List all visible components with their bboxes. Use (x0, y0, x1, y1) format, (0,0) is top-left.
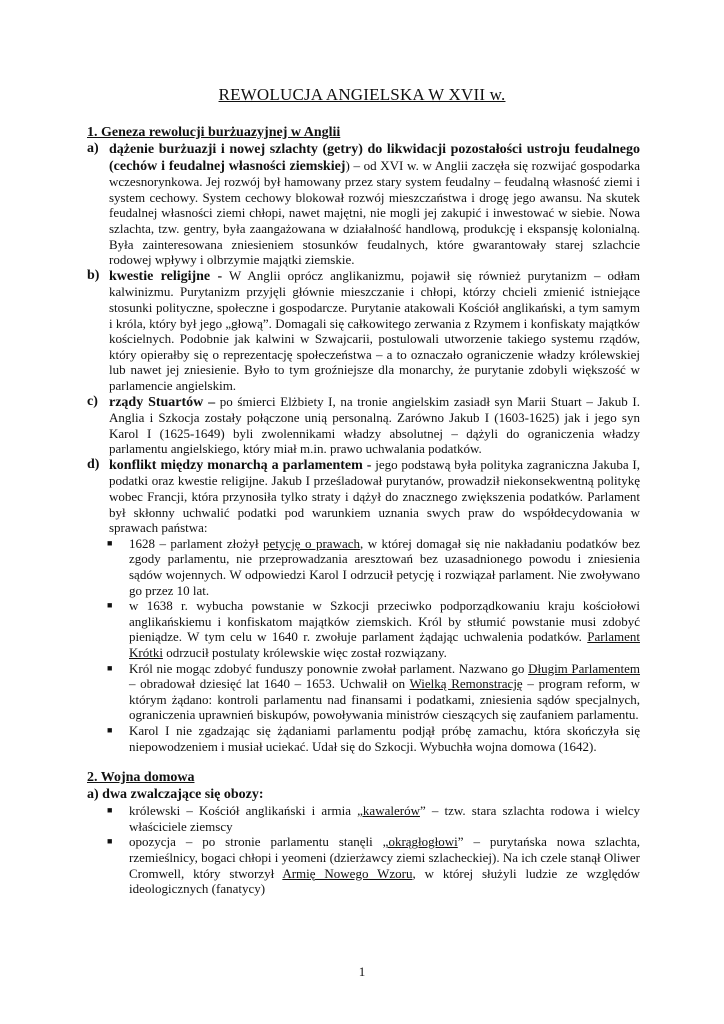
point-text: W Anglii oprócz anglikanizmu, pojawił się również purytanizm – odłam kalwinizmu. Purytanizm przyjęli głównie mieszczanie i chłopi, którzy chcieli zmienić istniejące stosunki polityczne, społeczne i gospodarcze. Purytanie atakowali Kościół anglikański, a tym samym i króla, który był jego „głową”. Domagali się całkowitego zerwania z Rzymem i konfiskaty majątków kościelnych. Podobnie jak kalwini w Szwajcarii, postulowali utworzenie takiego systemu rządów, który opierałby się o reprezentację społeczeństwa – a to oznaczało ograniczenie władzy królewskiej lub nawet jej zniesienie. Było to tym groźniejsze dla monarchy, że purytanie zdobyli większość w parlamencie angielskim. (109, 267, 641, 393)
list-item-text: , w której służyli ludzie ze względów ideologicznych (fanatycy) (129, 865, 640, 897)
section-2-subheading: a) dwa zwalczające się obozy: (87, 787, 264, 803)
point-label: b) (87, 267, 100, 283)
point-label: c) (87, 393, 98, 409)
list-item-text: ” – purytańska nowa szlachta, rzemieślnicy, bogaci chłopi i yeomeni (dzierżawcy ziemi szlacheckiej). Na ich czele stanął Oliwer Cromwell, który stworzył (129, 834, 640, 881)
list-item-text: Karol I nie zgadzając się żądaniami parlamentu podjął próbę zamachu, która skończyła się niepowodzeniem i musiał uciekać. Udał się do Szkocji. Wybuchła wojna domowa (1642). (129, 722, 640, 754)
point-text: jego podstawą była polityka zagraniczna Jakuba I, podatki oraz kwestie religijne. Jakub I prześladował purytanów, prowadził niekonsekwentną politykę wobec Francji, która przynosiła tylko straty i dążył do znacznego zwiększenia podatków. Parlament był skłonny uchwalić podatki pod warunkiem uznania swych praw do współdecydowania w sprawach państwa: (109, 456, 640, 536)
bullet-icon: ■ (107, 537, 113, 548)
document-body (87, 124, 640, 897)
list-item (87, 723, 640, 754)
underlined-term: „okrągłogłowi (382, 834, 458, 850)
bullet-icon: ■ (107, 662, 113, 673)
bullet-icon: ■ (107, 724, 113, 735)
section-1-heading: 1. Geneza rewolucji burżuazyjnej w Anglii (87, 125, 341, 140)
point-heading: konflikt między monarchą a parlamentem - (109, 457, 372, 473)
bullet-icon: ■ (107, 836, 113, 847)
list-item-text: w 1638 r. wybucha powstanie w Szkocji przeciwko podporządkowaniu kraju kościołowi anglikańskiemu i konfiskatom majątków ziemskich. Król by stłumić powstanie musi zdobyć pieniądze. W tym celu w 1640 r. zwołuje parlament żądając uchwalenia podatków. (129, 598, 640, 645)
section-2-bullet-list (87, 803, 640, 897)
section-1-point-d (87, 457, 640, 536)
list-item-text: opozycja – po stronie parlamentu stanęli (129, 834, 383, 850)
list-item-text: królewski – Kościół anglikański i armia (129, 803, 358, 819)
point-text: ) – od XVI w. w Anglii zaczęła się rozwijać gospodarka wczesnorynkowa. Jej rozwój był hamowany przez stary system feudalny – feudalną własność ziemi i system cechowy. System cechowy blokował rozwój mieszczaństwa i drogę jego awansu. Na skutek feudalnej własności ziemi chłopi, nawet majętni, nie mogli jej zakupić i inwestować w siebie. Nowa szlachta, tzw. gentry, była zaangażowana w działalność handlową, produkcję i ekspansję kolonialną. Była zainteresowana zniesieniem stosunków feudalnych, które gwarantowały starej szlachcie rodowej wpływy i olbrzymie majątki ziemskie. (109, 157, 640, 268)
document-title: REWOLUCJA ANGIELSKA W XVII w. (218, 85, 506, 104)
list-item-text: – program reform, w którym żądano: kontroli parlamentu nad finansami i podatkami, zniesienia sądów specjalnych, ograniczenia uprawnień biskupów, powoływania ministrów cieszących się zaufaniem parlamentu. (129, 676, 640, 723)
point-heading: rządy Stuartów – (109, 394, 216, 410)
point-label: d) (87, 456, 100, 472)
point-heading: dążenie burżuazji i nowej szlachty (getry) do likwidacji pozostałości ustroju feudalnego (cechów i feudalnej własności ziemskiej (109, 142, 640, 174)
list-item (87, 661, 640, 723)
page-number: 1 (358, 964, 366, 979)
section-1-point-b (87, 268, 640, 394)
point-label: a) (87, 141, 99, 156)
list-item-text: Król nie mogąc zdobyć funduszy ponownie zwołał parlament. Nazwano go (129, 660, 529, 676)
list-item (87, 536, 640, 598)
point-text: po śmierci Elżbiety I, na tronie angielskim zasiadł syn Marii Stuart – Jakub I. Anglia i Szkocja zostały połączone unią personalną. Zarówno Jakub I (1603-1625) jak i jego syn Karol I (1625-1649) byli zwolennikami władzy absolutnej – dążyli do ograniczenia władzy parlamentu angielskiego, który miał m.in. prawo uchwalania podatków. (109, 393, 640, 457)
list-item (87, 803, 640, 834)
section-1-bullet-list (87, 536, 640, 754)
bullet-icon: ■ (107, 600, 113, 611)
underlined-term: Parlament Krótki (129, 629, 640, 660)
spacer (87, 754, 640, 769)
underlined-term: Długim Parlamentem (528, 660, 640, 676)
section-2-heading: 2. Wojna domowa (87, 770, 195, 786)
list-item-text: ” – tzw. stara szlachta rodowa i wielcy właściciele ziemscy (129, 803, 640, 834)
underlined-term: Armię Nowego Wzoru (282, 865, 413, 881)
section-1-point-a (87, 141, 640, 268)
point-heading: kwestie religijne - (109, 268, 223, 284)
list-item-text: odrzucił postulaty królewskie więc został rozwiązany. (162, 645, 447, 660)
list-item (87, 598, 640, 660)
list-item-text: , w której domagał się nie nakładaniu podatków bez zgody parlamentu, nie przeprowadzania aresztowań bez uzasadnionego powodu i zniesienia sądów wojennych. W odpowiedzi Karol I odrzucił petycję i rozwiązał parlament. Nie zwoływano go przez 10 lat. (129, 535, 640, 598)
list-item-text: – obradował dziesięć lat 1640 – 1653. Uchwalił on (129, 676, 410, 692)
underlined-term: petycję o prawach (263, 535, 361, 551)
section-1-point-c (87, 394, 640, 457)
underlined-term: „kawalerów (357, 803, 420, 819)
bullet-icon: ■ (107, 805, 113, 816)
list-item-text: 1628 – parlament złożył (129, 535, 264, 551)
underlined-term: Wielką Remonstrację (409, 676, 523, 692)
list-item (87, 834, 640, 896)
